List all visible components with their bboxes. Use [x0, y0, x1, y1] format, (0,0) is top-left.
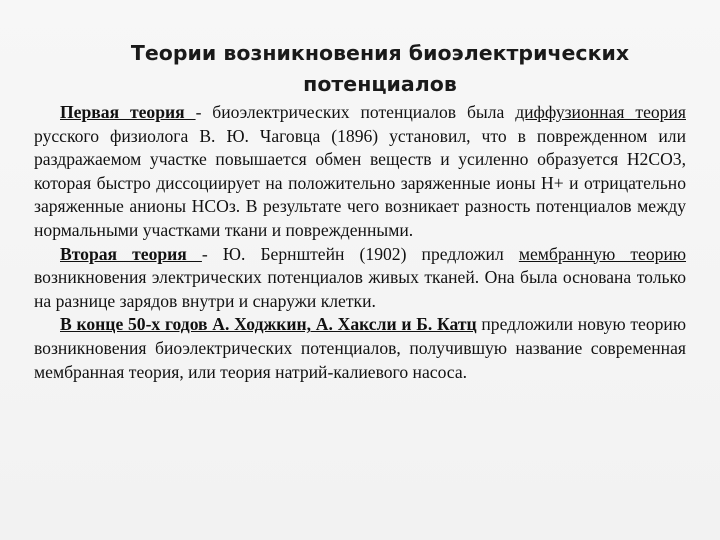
title-line-2: потенциалов	[303, 72, 457, 96]
paragraph-second-theory	[34, 243, 686, 314]
slide-body	[34, 101, 686, 384]
modern-theory-text: предложили новую теорию возникновения биоэлектрических потенциалов, получившую название современная мембранная теория, или теория натрий-калиевого насоса.	[34, 314, 686, 382]
diffusion-theory-term: диффузионная теория	[515, 102, 686, 122]
second-theory-heading: Вторая теория	[60, 243, 202, 264]
first-theory-text: русского физиолога В. Ю. Чаговца (1896) установил, что в поврежденном или раздражаемом участке повышается обмен веществ и усиленно образуется Н2СО3, которая быстро диссоциирует на положительно заряженные ионы Н+ и отрицательно заряженные анионы НСОз. В результате чего возникает разность потенциалов между нормальными участками ткани и поврежденными.	[34, 125, 686, 240]
paragraph-modern-theory	[34, 313, 686, 384]
title-line-1: Теории возникновения биоэлектрических	[130, 41, 630, 65]
first-theory-intro: - биоэлектрических потенциалов была	[195, 102, 516, 122]
modern-theory-heading: В конце 50-х годов А. Ходжкин, А. Хаксли и Б. Катц	[60, 314, 477, 335]
first-theory-heading: Первая теория	[60, 102, 196, 122]
slide-title	[60, 38, 700, 100]
membrane-theory-term: мембранную теорию	[518, 243, 687, 264]
second-theory-intro: - Ю. Бернштейн (1902) предложил	[201, 243, 519, 264]
second-theory-text: возникновения электрических потенциалов живых тканей. Она была основана только на разнице зарядов внутри и снаружи клетки.	[34, 267, 686, 311]
paragraph-first-theory	[34, 101, 686, 243]
